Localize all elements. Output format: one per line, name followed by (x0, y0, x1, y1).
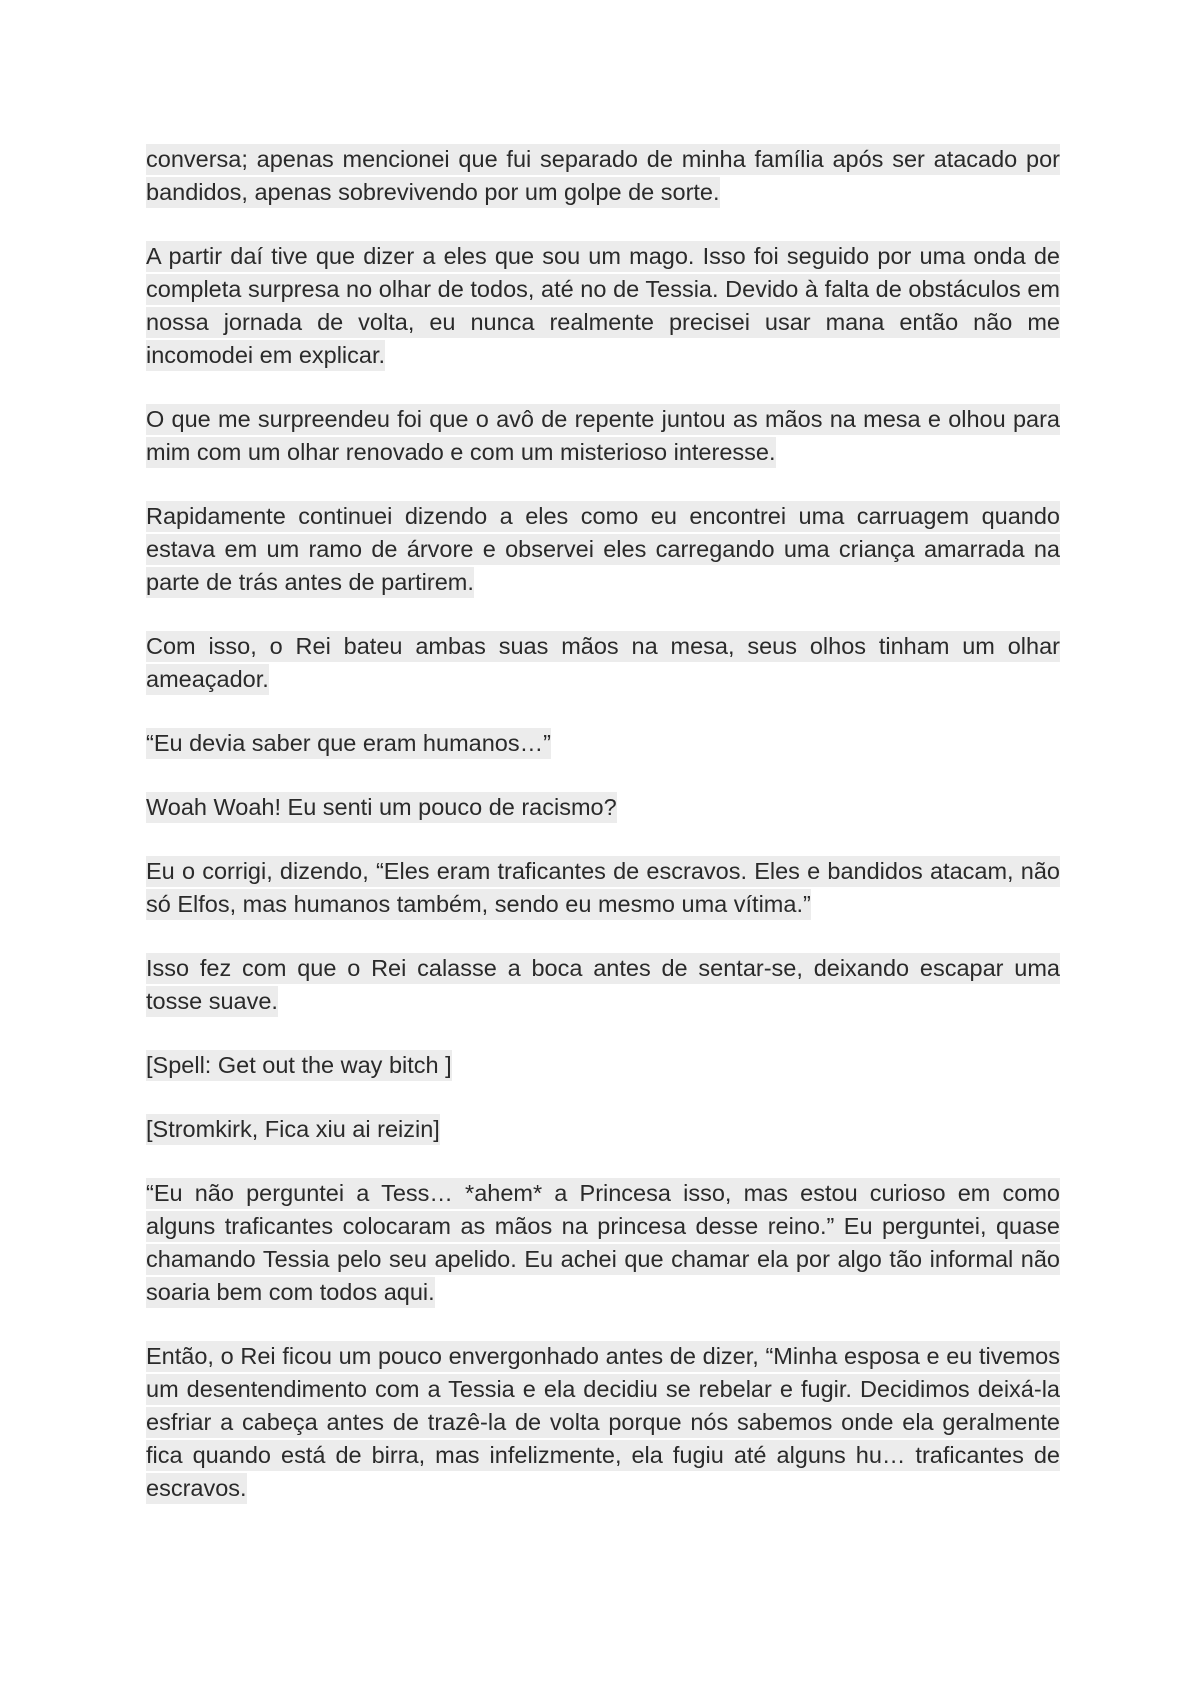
paragraph-10 (146, 1049, 1060, 1082)
paragraph-text: Eu o corrigi, dizendo, “Eles eram traficantes de escravos. Eles e bandidos atacam, não só Elfos, mas humanos também, sendo eu mesmo uma vítima.” (146, 856, 1060, 920)
paragraph-8 (146, 855, 1060, 921)
paragraph-1 (146, 143, 1060, 209)
paragraph-11 (146, 1113, 1060, 1146)
paragraph-5 (146, 630, 1060, 696)
paragraph-text: Com isso, o Rei bateu ambas suas mãos na mesa, seus olhos tinham um olhar ameaçador. (146, 631, 1060, 695)
paragraph-text: “Eu devia saber que eram humanos…” (146, 728, 551, 759)
paragraph-13 (146, 1340, 1060, 1505)
paragraph-2 (146, 240, 1060, 372)
document-body (146, 143, 1060, 1536)
paragraph-text: conversa; apenas mencionei que fui separado de minha família após ser atacado por bandidos, apenas sobrevivendo por um golpe de sorte. (146, 144, 1060, 208)
paragraph-text: “Eu não perguntei a Tess… *ahem* a Princesa isso, mas estou curioso em como alguns traficantes colocaram as mãos na princesa desse reino.” Eu perguntei, quase chamando Tessia pelo seu apelido. Eu achei que chamar ela por algo tão informal não soaria bem com todos aqui. (146, 1178, 1060, 1308)
paragraph-text: O que me surpreendeu foi que o avô de repente juntou as mãos na mesa e olhou para mim com um olhar renovado e com um misterioso interesse. (146, 404, 1060, 468)
paragraph-9 (146, 952, 1060, 1018)
paragraph-6 (146, 727, 1060, 760)
paragraph-7 (146, 791, 1060, 824)
paragraph-text: A partir daí tive que dizer a eles que sou um mago. Isso foi seguido por uma onda de completa surpresa no olhar de todos, até no de Tessia. Devido à falta de obstáculos em nossa jornada de volta, eu nunca realmente precisei usar mana então não me incomodei em explicar. (146, 241, 1060, 371)
paragraph-text: Rapidamente continuei dizendo a eles como eu encontrei uma carruagem quando estava em um ramo de árvore e observei eles carregando uma criança amarrada na parte de trás antes de partirem. (146, 501, 1060, 598)
paragraph-4 (146, 500, 1060, 599)
paragraph-text: Woah Woah! Eu senti um pouco de racismo? (146, 792, 617, 823)
paragraph-text: Então, o Rei ficou um pouco envergonhado antes de dizer, “Minha esposa e eu tivemos um desentendimento com a Tessia e ela decidiu se rebelar e fugir. Decidimos deixá-la esfriar a cabeça antes de trazê-la de volta porque nós sabemos onde ela geralmente fica quando está de birra, mas infelizmente, ela fugiu até alguns hu… traficantes de escravos. (146, 1341, 1060, 1504)
paragraph-text: [Spell: Get out the way bitch ] (146, 1050, 452, 1081)
paragraph-text: Isso fez com que o Rei calasse a boca antes de sentar-se, deixando escapar uma tosse suave. (146, 953, 1060, 1017)
paragraph-12 (146, 1177, 1060, 1309)
paragraph-text: [Stromkirk, Fica xiu ai reizin] (146, 1114, 440, 1145)
paragraph-3 (146, 403, 1060, 469)
